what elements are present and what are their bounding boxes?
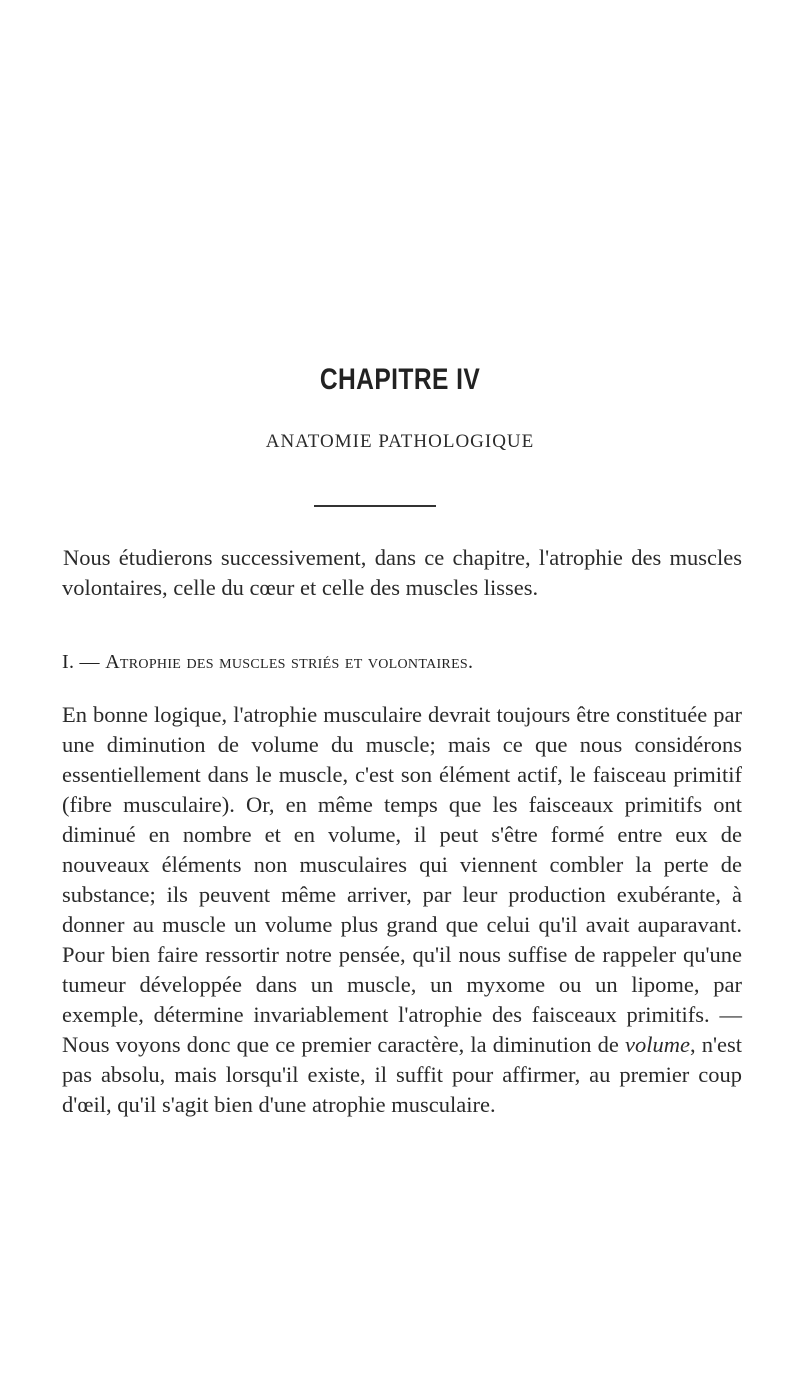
chapter-title: CHAPITRE IV (319, 363, 481, 396)
chapter-subtitle: ANATOMIE PATHOLOGIQUE (265, 431, 535, 452)
body-text-italic: volume (624, 1032, 690, 1057)
body-paragraph (62, 700, 742, 1120)
section-number: I. — (62, 651, 100, 673)
body-text-part-2: , n'est pas absolu, mais lorsqu'il existe, il suffit pour affirmer, au premier coup d'œil, qu'il s'agit bien d'une atrophie musculaire. (62, 1032, 742, 1117)
body-text-part-1: En bonne logique, l'atrophie musculaire devrait toujours être constituée par une diminution de volume du muscle; mais ce que nous considérons essentiellement dans le muscle, c'est son élément actif, le faisceau primitif (fibre musculaire). Or, en même temps que les faisceaux primitifs ont diminué en nombre et en volume, il peut s'être formé entre eux de nouveaux éléments non musculaires qui viennent combler la perte de substance; ils peuvent même arriver, par leur production exubérante, à donner au muscle un volume plus grand que celui qu'il avait auparavant. Pour bien faire ressortir notre pensée, qu'il nous suffise de rappeler qu'une tumeur développée dans un muscle, un myxome ou un lipome, par exemple, détermine invariablement l'atrophie des faisceaux primitifs. — Nous voyons donc que ce premier caractère, la diminution de (62, 702, 742, 1057)
section-title: Atrophie des muscles striés et volontaires. (105, 651, 474, 673)
title-divider (314, 505, 436, 507)
section-heading (62, 651, 742, 674)
intro-paragraph: Nous étudierons successivement, dans ce chapitre, l'atrophie des muscles volontaires, celle du cœur et celle des muscles lisses. (62, 545, 742, 600)
